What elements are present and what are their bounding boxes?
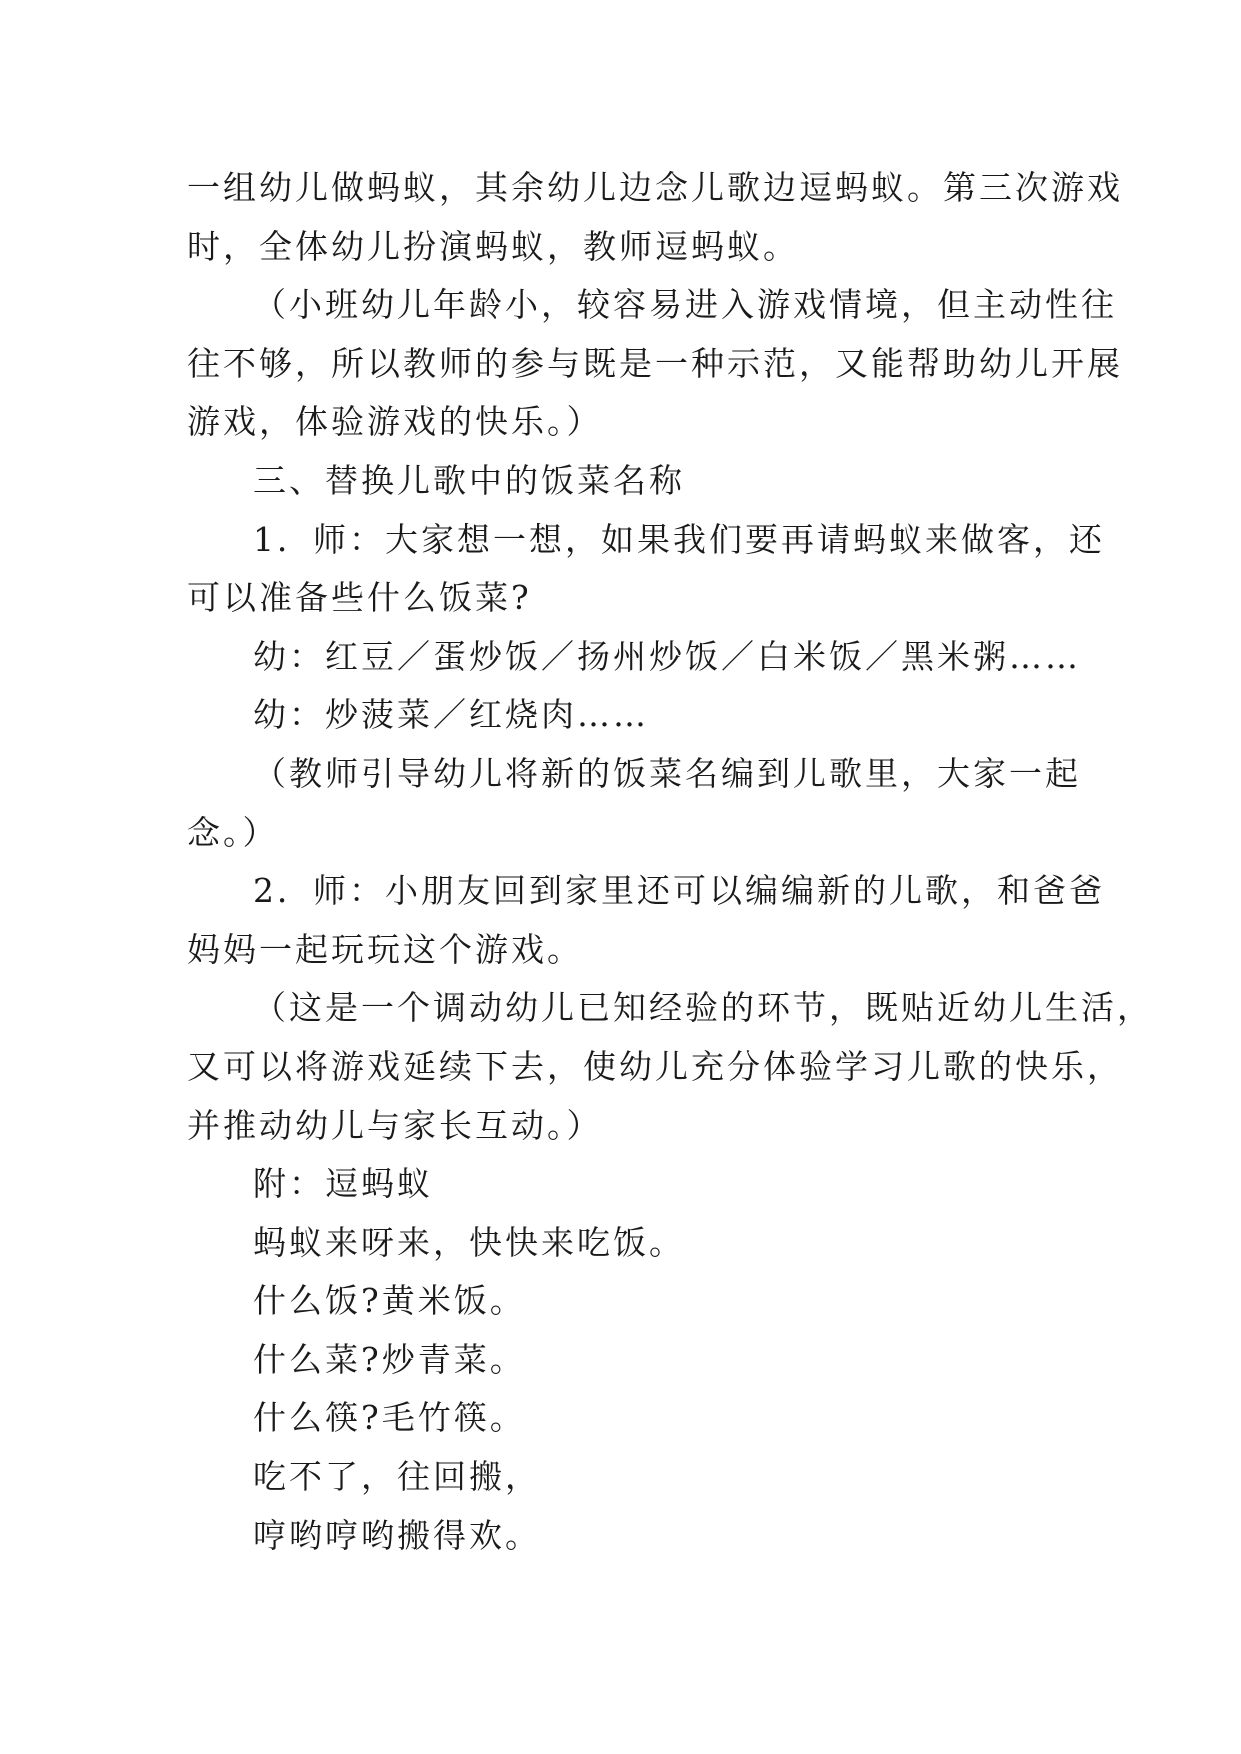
text-line: （小班幼儿年龄小，较容易进入游戏情境，但主动性往 [253,285,1117,325]
text-line: 念。） [187,812,279,852]
poem-line: 蚂蚁来呀来，快快来吃饭。 [253,1222,685,1262]
text-line: 一组幼儿做蚂蚁，其余幼儿边念儿歌边逗蚂蚁。第三次游戏 [187,168,1123,207]
text-line: 2．师：小朋友回到家里还可以编编新的儿歌，和爸爸 [253,871,1105,911]
appendix-heading: 附：逗蚂蚁 [253,1164,433,1204]
poem-line: 什么菜?炒青菜。 [253,1339,526,1379]
text-line: （这是一个调动幼儿已知经验的环节，既贴近幼儿生活， [253,988,1153,1028]
poem-line: 哼哟哼哟搬得欢。 [253,1515,541,1555]
text-line: 幼：炒菠菜／红烧肉…… [253,695,649,735]
text-line: 又可以将游戏延续下去，使幼儿充分体验学习儿歌的快乐， [187,1046,1123,1086]
text-line: 并推动幼儿与家长互动。） [187,1105,603,1145]
text-line: 往不够，所以教师的参与既是一种示范，又能帮助幼儿开展 [187,343,1123,383]
document-body [187,159,1153,1565]
text-line: 妈妈一起玩玩这个游戏。 [187,929,583,969]
poem-line: 什么筷?毛竹筷。 [253,1398,526,1438]
text-line: 1．师：大家想一想，如果我们要再请蚂蚁来做客，还 [253,519,1105,559]
text-line: 时，全体幼儿扮演蚂蚁，教师逗蚂蚁。 [187,226,799,266]
section-heading: 三、替换儿歌中的饭菜名称 [253,460,685,500]
text-line: （教师引导幼儿将新的饭菜名编到儿歌里，大家一起 [253,753,1081,793]
text-line: 可以准备些什么饭菜? [187,578,532,618]
text-line: 幼：红豆／蛋炒饭／扬州炒饭／白米饭／黑米粥…… [253,636,1081,676]
poem-line: 什么饭?黄米饭。 [253,1281,526,1321]
text-line: 游戏，体验游戏的快乐。） [187,402,603,442]
poem-line: 吃不了，往回搬， [253,1457,541,1497]
